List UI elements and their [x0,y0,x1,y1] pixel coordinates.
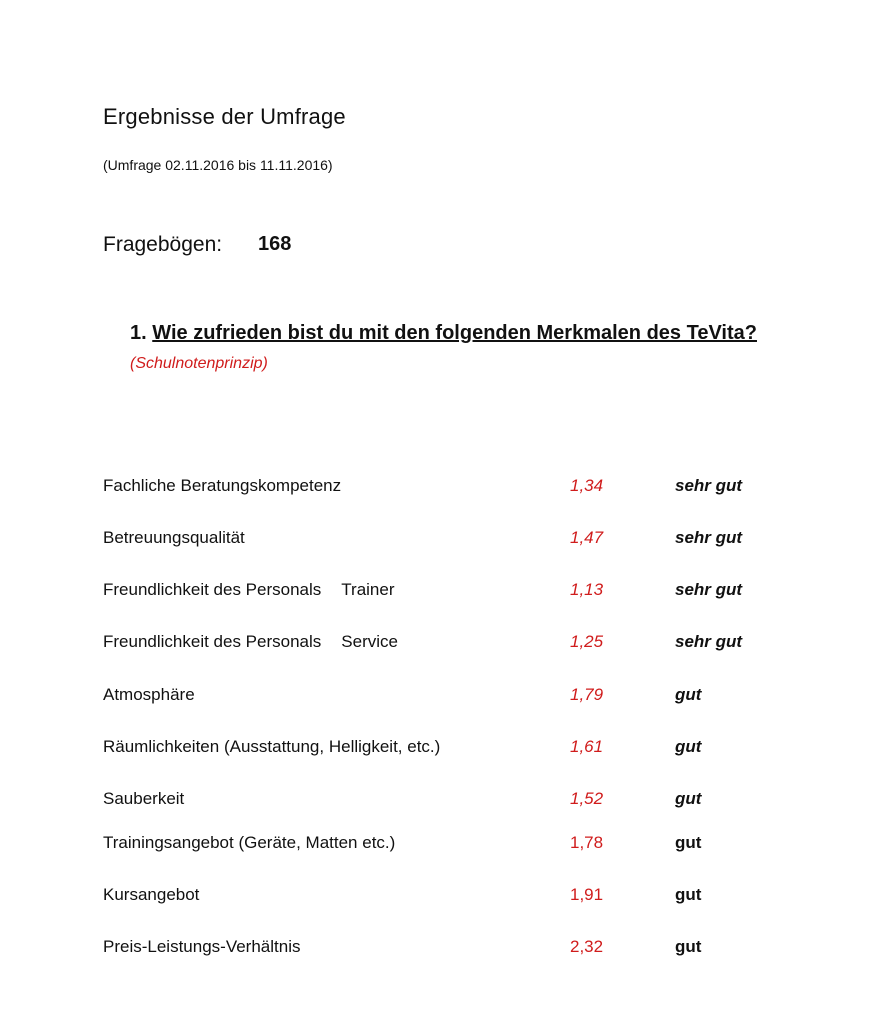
result-label-sub: Trainer [341,580,395,599]
result-label-main: Sauberkeit [103,789,185,808]
questionnaire-count-label: Fragebögen: [103,233,223,256]
result-row [0,737,873,761]
question-number: 1. [130,322,147,344]
result-score: 1,91 [570,885,604,904]
question-note: (Schulnotenprinzip) [130,355,268,372]
result-label-main: Räumlichkeiten (Ausstattung, Helligkeit, etc.) [103,737,441,756]
result-grade: sehr gut [675,632,743,651]
result-score: 1,78 [570,833,604,852]
result-score: 1,34 [570,476,604,495]
result-label [103,833,395,853]
result-label [103,580,395,600]
result-label [103,885,199,905]
result-grade: gut [675,833,702,852]
result-label-main: Preis-Leistungs-Verhältnis [103,937,301,956]
result-score: 1,25 [570,632,604,651]
result-label [103,528,245,548]
result-score: 1,79 [570,685,604,704]
result-label-main: Freundlichkeit des Personals [103,580,322,599]
result-label [103,685,195,705]
result-row [0,632,873,656]
question-heading [130,319,770,378]
result-row [0,833,873,857]
result-score: 1,47 [570,528,604,547]
result-label [103,937,300,957]
result-row [0,580,873,604]
result-score: 1,61 [570,737,604,756]
result-label-main: Trainingsangebot (Geräte, Matten etc.) [103,833,396,852]
result-row [0,528,873,552]
result-score: 2,32 [570,937,604,956]
result-grade: gut [675,885,702,904]
result-label [103,737,440,757]
page-title: Ergebnisse der Umfrage [103,104,346,129]
result-grade: gut [675,737,702,756]
questionnaire-count-value: 168 [258,233,292,255]
question-text: Wie zufrieden bist du mit den folgenden Merkmalen des TeVita? [152,322,757,344]
result-row [0,685,873,709]
result-grade: gut [675,789,702,808]
result-grade: sehr gut [675,580,743,599]
result-row [0,937,873,961]
result-row [0,885,873,909]
result-row [0,789,873,813]
result-grade: sehr gut [675,476,743,495]
result-label-main: Fachliche Beratungskompetenz [103,476,342,495]
result-grade: gut [675,685,702,704]
result-score: 1,13 [570,580,604,599]
result-grade: sehr gut [675,528,743,547]
result-grade: gut [675,937,702,956]
result-score: 1,52 [570,789,604,808]
result-label-main: Kursangebot [103,885,200,904]
result-label-main: Atmosphäre [103,685,195,704]
result-label [103,789,184,809]
result-label-sub: Service [341,632,398,651]
result-label [103,632,398,652]
survey-period: (Umfrage 02.11.2016 bis 11.11.2016) [103,157,333,173]
result-row [0,476,873,500]
result-label [103,476,341,496]
result-label-main: Betreuungsqualität [103,528,245,547]
result-label-main: Freundlichkeit des Personals [103,632,322,651]
